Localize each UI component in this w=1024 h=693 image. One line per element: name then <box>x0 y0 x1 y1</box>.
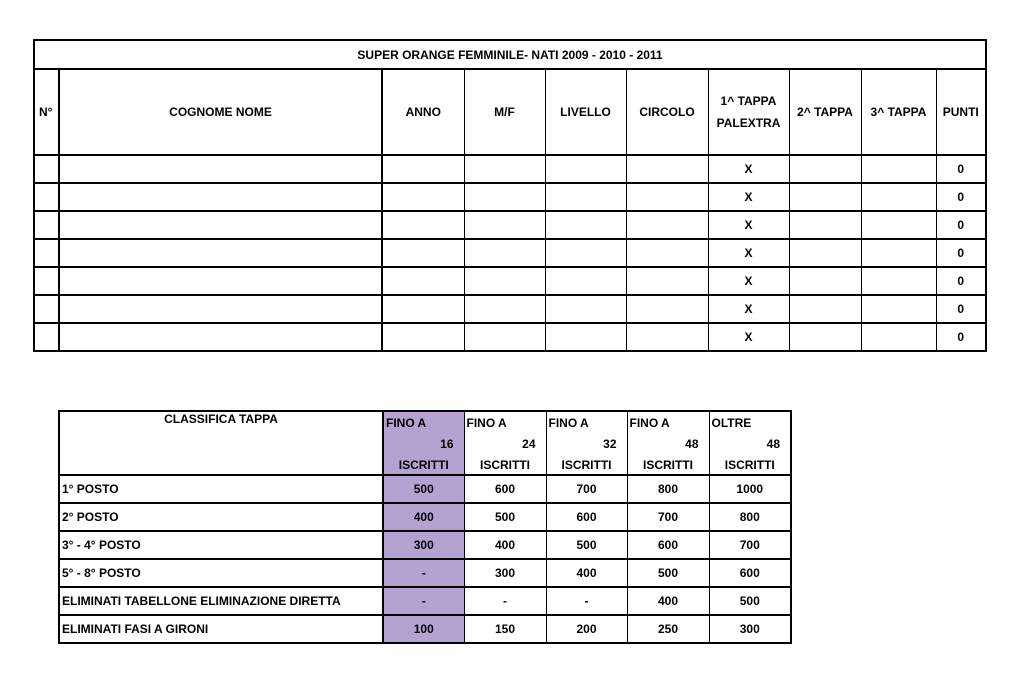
mf-cell <box>464 155 545 183</box>
header-tappa1-line1: 1^ TAPPA <box>720 94 777 108</box>
table-row <box>59 503 791 531</box>
anno-cell <box>382 155 464 183</box>
tappa3-cell <box>861 183 936 211</box>
points-value-cell: - <box>383 559 464 587</box>
punti-cell: 0 <box>936 183 986 211</box>
table-row <box>59 559 791 587</box>
tappa1-cell: X <box>708 323 789 351</box>
table-row <box>34 211 986 239</box>
points-value-cell: 500 <box>383 475 464 503</box>
n-cell <box>34 155 59 183</box>
livello-cell <box>545 267 626 295</box>
table-row <box>34 295 986 323</box>
tappa2-cell <box>789 183 861 211</box>
name-cell <box>59 211 382 239</box>
points-value-cell: - <box>383 587 464 615</box>
circolo-cell <box>626 323 708 351</box>
n-cell <box>34 295 59 323</box>
mf-cell <box>464 183 545 211</box>
header-name: COGNOME NOME <box>59 69 382 155</box>
mf-cell <box>464 211 545 239</box>
row-label: 1° POSTO <box>59 475 383 503</box>
punti-cell: 0 <box>936 155 986 183</box>
column-header <box>627 411 709 475</box>
header-punti: PUNTI <box>936 69 986 155</box>
column-header-line3: ISCRITTI <box>643 458 693 472</box>
tappa2-cell <box>789 239 861 267</box>
points-value-cell: 400 <box>546 559 627 587</box>
column-header-line2: 32 <box>603 437 617 451</box>
column-header-line3: ISCRITTI <box>561 458 612 472</box>
row-label: 3° - 4° POSTO <box>59 531 383 559</box>
tappa1-cell: X <box>708 295 789 323</box>
table-title: SUPER ORANGE FEMMINILE- NATI 2009 - 2010 - 2011 <box>34 40 986 69</box>
header-tappa2: 2^ TAPPA <box>789 69 861 155</box>
header-tappa1-line2: PALEXTRA <box>716 116 781 130</box>
circolo-cell <box>626 155 708 183</box>
points-table <box>58 410 792 644</box>
row-label: 5° - 8° POSTO <box>59 559 383 587</box>
header-circolo: CIRCOLO <box>626 69 708 155</box>
points-value-cell: 400 <box>464 531 546 559</box>
points-value-cell: 600 <box>464 475 546 503</box>
tappa2-cell <box>789 155 861 183</box>
punti-cell: 0 <box>936 295 986 323</box>
points-value-cell: 500 <box>627 559 709 587</box>
points-value-cell: 1000 <box>709 475 791 503</box>
n-cell <box>34 183 59 211</box>
tappa2-cell <box>789 295 861 323</box>
points-value-cell: 700 <box>627 503 709 531</box>
header-livello: LIVELLO <box>545 69 626 155</box>
punti-cell: 0 <box>936 211 986 239</box>
points-header-row <box>59 411 791 475</box>
column-header-line2: 24 <box>522 437 536 451</box>
header-tappa3: 3^ TAPPA <box>861 69 936 155</box>
livello-cell <box>545 183 626 211</box>
column-header-line2: 48 <box>685 437 699 451</box>
tappa3-cell <box>861 155 936 183</box>
anno-cell <box>382 183 464 211</box>
table-row <box>59 475 791 503</box>
mf-cell <box>464 239 545 267</box>
circolo-cell <box>626 183 708 211</box>
column-header-line2: 48 <box>766 437 780 451</box>
points-value-cell: 150 <box>464 615 546 643</box>
punti-cell: 0 <box>936 267 986 295</box>
name-cell <box>59 155 382 183</box>
column-header-line2: 16 <box>440 437 454 451</box>
row-label: ELIMINATI TABELLONE ELIMINAZIONE DIRETTA <box>59 587 383 615</box>
tappa1-cell: X <box>708 211 789 239</box>
column-header-line3: ISCRITTI <box>398 458 449 472</box>
header-mf: M/F <box>464 69 545 155</box>
column-header-line3: ISCRITTI <box>724 458 775 472</box>
tappa3-cell <box>861 323 936 351</box>
points-value-cell: 700 <box>546 475 627 503</box>
table-row <box>59 587 791 615</box>
points-value-cell: 300 <box>709 615 791 643</box>
column-header <box>464 411 546 475</box>
n-cell <box>34 239 59 267</box>
tappa3-cell <box>861 211 936 239</box>
mf-cell <box>464 267 545 295</box>
punti-cell: 0 <box>936 239 986 267</box>
table-row <box>34 239 986 267</box>
n-cell <box>34 267 59 295</box>
points-value-cell: 800 <box>709 503 791 531</box>
tappa3-cell <box>861 295 936 323</box>
circolo-cell <box>626 211 708 239</box>
livello-cell <box>545 239 626 267</box>
table-row <box>34 323 986 351</box>
row-label: 2° POSTO <box>59 503 383 531</box>
tappa1-cell: X <box>708 267 789 295</box>
classifica-header: CLASSIFICA TAPPA <box>59 411 383 475</box>
anno-cell <box>382 295 464 323</box>
table-row <box>59 615 791 643</box>
points-value-cell: 250 <box>627 615 709 643</box>
n-cell <box>34 211 59 239</box>
points-value-cell: 300 <box>383 531 464 559</box>
tappa3-cell <box>861 239 936 267</box>
circolo-cell <box>626 267 708 295</box>
points-value-cell: - <box>546 587 627 615</box>
column-header-line1: FINO A <box>548 416 589 430</box>
points-value-cell: 400 <box>627 587 709 615</box>
table-row <box>34 155 986 183</box>
points-value-cell: 600 <box>709 559 791 587</box>
column-header-line1: FINO A <box>386 416 427 430</box>
name-cell <box>59 323 382 351</box>
anno-cell <box>382 239 464 267</box>
column-header-line1: FINO A <box>629 416 670 430</box>
points-value-cell: - <box>464 587 546 615</box>
row-label: ELIMINATI FASI A GIRONI <box>59 615 383 643</box>
tappa2-cell <box>789 267 861 295</box>
name-cell <box>59 267 382 295</box>
points-value-cell: 600 <box>627 531 709 559</box>
livello-cell <box>545 155 626 183</box>
name-cell <box>59 183 382 211</box>
table-row <box>59 531 791 559</box>
column-header <box>546 411 627 475</box>
tappa2-cell <box>789 323 861 351</box>
tappa2-cell <box>789 211 861 239</box>
points-value-cell: 500 <box>709 587 791 615</box>
tappa1-cell: X <box>708 239 789 267</box>
table-row <box>34 267 986 295</box>
tappa1-cell: X <box>708 183 789 211</box>
livello-cell <box>545 295 626 323</box>
points-value-cell: 400 <box>383 503 464 531</box>
points-value-cell: 300 <box>464 559 546 587</box>
n-cell <box>34 323 59 351</box>
column-header-line3: ISCRITTI <box>480 458 530 472</box>
column-header <box>709 411 791 475</box>
tappa3-cell <box>861 267 936 295</box>
column-header <box>383 411 464 475</box>
tappa1-cell: X <box>708 155 789 183</box>
name-cell <box>59 295 382 323</box>
circolo-cell <box>626 295 708 323</box>
anno-cell <box>382 323 464 351</box>
name-cell <box>59 239 382 267</box>
points-value-cell: 200 <box>546 615 627 643</box>
column-header-line1: OLTRE <box>711 416 752 430</box>
points-value-cell: 700 <box>709 531 791 559</box>
points-value-cell: 600 <box>546 503 627 531</box>
livello-cell <box>545 323 626 351</box>
points-value-cell: 100 <box>383 615 464 643</box>
points-value-cell: 500 <box>546 531 627 559</box>
punti-cell: 0 <box>936 323 986 351</box>
header-tappa1 <box>708 69 789 155</box>
header-row <box>34 69 986 155</box>
anno-cell <box>382 211 464 239</box>
anno-cell <box>382 267 464 295</box>
registration-table <box>33 39 987 352</box>
points-value-cell: 800 <box>627 475 709 503</box>
mf-cell <box>464 323 545 351</box>
mf-cell <box>464 295 545 323</box>
column-header-line1: FINO A <box>466 416 507 430</box>
header-n: N° <box>34 69 59 155</box>
livello-cell <box>545 211 626 239</box>
header-anno: ANNO <box>382 69 464 155</box>
circolo-cell <box>626 239 708 267</box>
table-row <box>34 183 986 211</box>
points-value-cell: 500 <box>464 503 546 531</box>
